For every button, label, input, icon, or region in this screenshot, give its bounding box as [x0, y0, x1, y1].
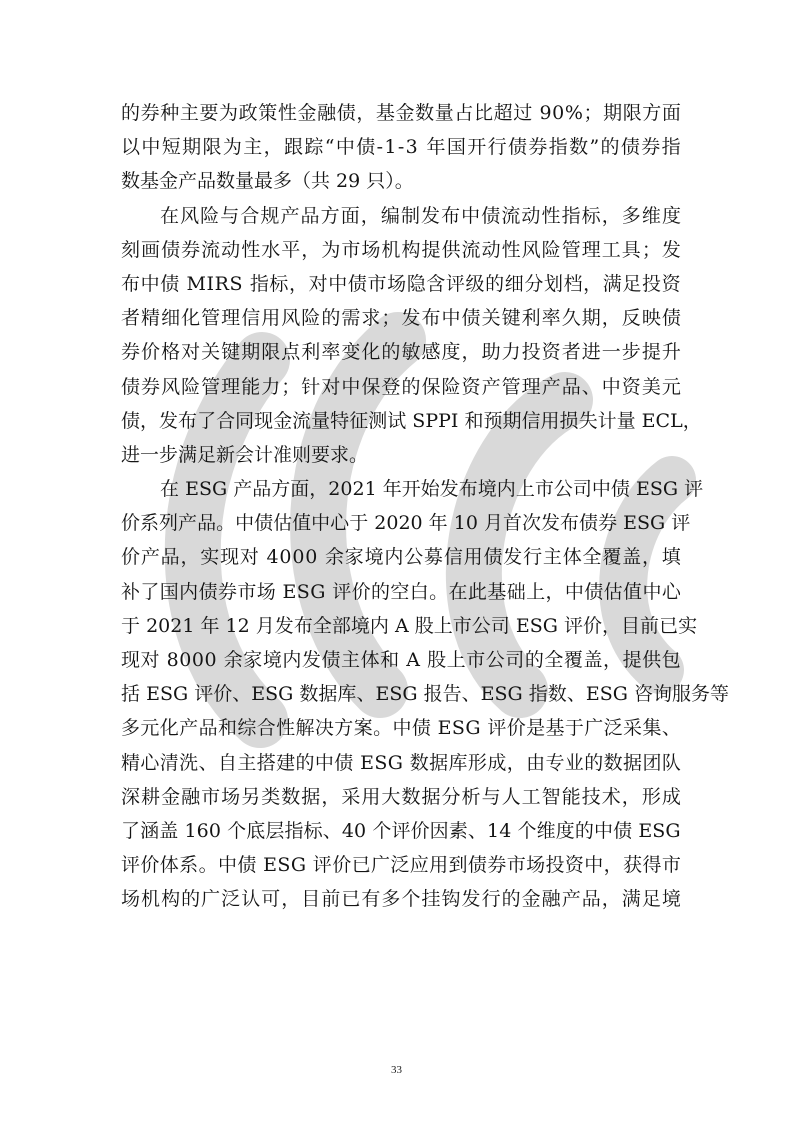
text-line: 债 券 风 险 管 理 能 力 ； 针 对 中 保 登 的 保 险 资 产 管 理 产 品 、 中 资 美 元 — [121, 375, 681, 398]
text-line: 了 涵 盖 1 6 0 个 底 层 指 标 、 4 0 个 评 价 因 素 、 1 4 个 维 度 的 中 债 E S G — [121, 819, 681, 842]
text-line: 价 系 列 产 品 。 中 债 估 值 中 心 于 2 0 2 0 年 1 0 月 首 次 发 布 债 券 E S G 评 — [121, 512, 691, 535]
text-line: 以 中 短 期 限 为 主 ， 跟 踪 “ 中 债 - 1 - 3 年 国 开 行 债 券 指 数 ” 的 债 券 指 — [121, 136, 681, 159]
text-line: 价 产 品 ， 实 现 对 4 0 0 0 余 家 境 内 公 募 信 用 债 发 行 主 体 全 覆 盖 ， 填 — [121, 546, 681, 569]
text-line: 刻 画 债 券 流 动 性 水 平 ， 为 市 场 机 构 提 供 流 动 性 风 险 管 理 工 具 ； 发 — [121, 238, 681, 261]
text-line: 多 元 化 产 品 和 综 合 性 解 决 方 案 。 中 债 E S G 评 价 是 基 于 广 泛 采 集 、 — [121, 717, 681, 740]
text-line: 进一步满足新会计准则要求。 — [121, 443, 369, 466]
text-line: 精 心 清 洗 、 自 主 搭 建 的 中 债 E S G 数 据 库 形 成 ， 由 专 业 的 数 据 团 队 — [121, 751, 681, 774]
text-line: 场 机 构 的 广 泛 认 可 ， 目 前 已 有 多 个 挂 钩 发 行 的 金 融 产 品 ， 满 足 境 — [121, 888, 681, 911]
page-number: 33 — [391, 1064, 402, 1076]
text-line: 的 券 种 主 要 为 政 策 性 金 融 债 ， 基 金 数 量 占 比 超 过 9 0 % ； 期 限 方 面 — [121, 102, 681, 124]
text-line: 深 耕 金 融 市 场 另 类 数 据 ， 采 用 大 数 据 分 析 与 人 工 智 能 技 术 ， 形 成 — [121, 785, 681, 808]
text-line: 布 中 债 M I R S 指 标 ， 对 中 债 市 场 隐 含 评 级 的 细 分 划 档 ， 满 足 投 资 — [121, 272, 681, 295]
text-line: 括 E S G 评 价 、 E S G 数 据 库 、 E S G 报 告 、 E S G 指 数 、 E S G 咨 询 服 务 等 — [121, 683, 730, 706]
text-line: 现 对 8 0 0 0 余 家 境 内 发 债 主 体 和 A 股 上 市 公 司 的 全 覆 盖 ， 提 供 包 — [121, 649, 681, 671]
body-text — [121, 96, 730, 917]
text-line: 补 了 国 内 债 券 市 场 E S G 评 价 的 空 白 。 在 此 基 础 上 ， 中 债 估 值 中 心 — [121, 580, 681, 603]
text-line: 评 价 体 系 。 中 债 E S G 评 价 已 广 泛 应 用 到 债 券 市 场 投 资 中 ， 获 得 市 — [121, 854, 681, 877]
text-line: 在 E S G 产 品 方 面 ， 2 0 2 1 年 开 始 发 布 境 内 上 市 公 司 中 债 E S G 评 — [160, 478, 704, 501]
text-line: 数基金产品数量最多（共 29 只）。 — [121, 170, 414, 193]
text-line: 券 价 格 对 关 键 期 限 点 利 率 变 化 的 敏 感 度 ， 助 力 投 资 者 进 一 步 提 升 — [121, 341, 681, 364]
text-line: 于 2 0 2 1 年 1 2 月 发 布 全 部 境 内 A 股 上 市 公 司 E S G 评 价 ， 目 前 已 实 — [121, 614, 698, 637]
text-line: 在 风 险 与 合 规 产 品 方 面 ， 编 制 发 布 中 债 流 动 性 指 标 ， 多 维 度 — [160, 204, 681, 227]
text-line: 债 ， 发 布 了 合 同 现 金 流 量 特 征 测 试 S P P I 和 预 期 信 用 损 失 计 量 E C L ， — [121, 409, 702, 432]
text-line: 者 精 细 化 管 理 信 用 风 险 的 需 求 ； 发 布 中 债 关 键 利 率 久 期 ， 反 映 债 — [121, 307, 681, 330]
